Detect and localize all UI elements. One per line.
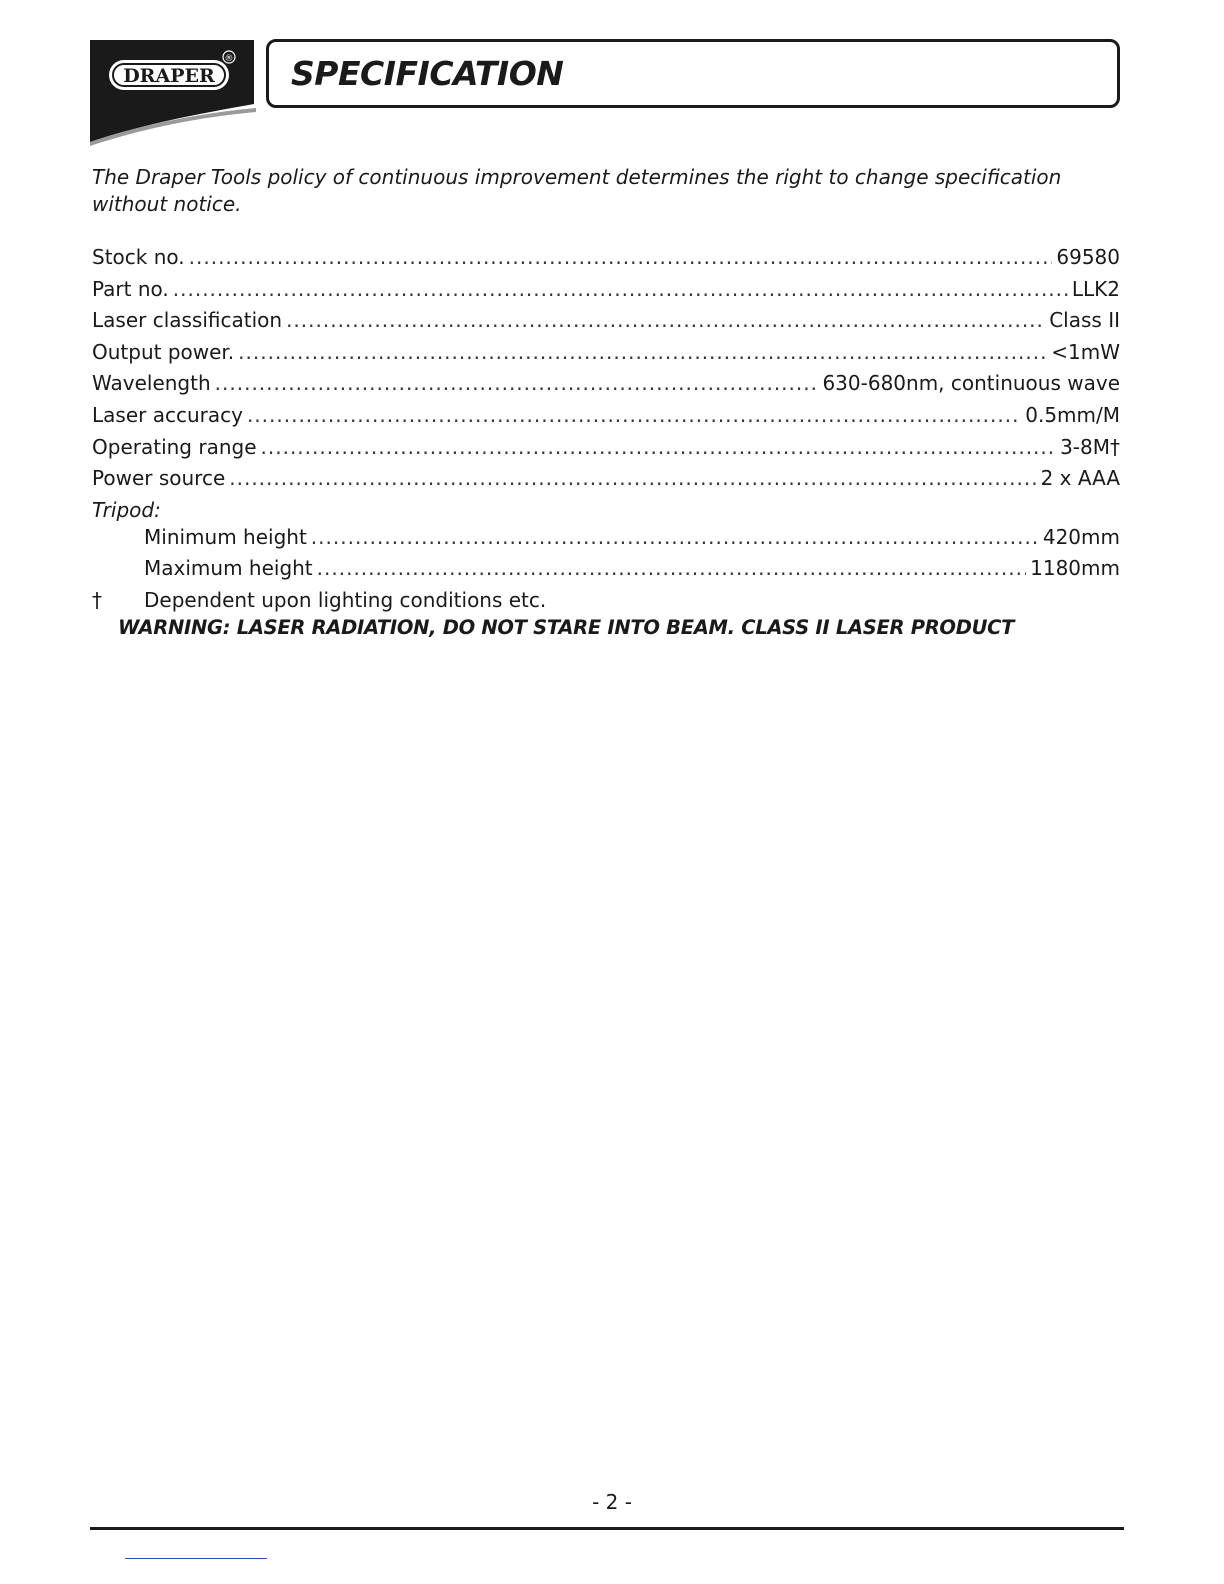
dot-leader — [238, 337, 1047, 369]
spec-label: Operating range — [92, 434, 257, 459]
spec-value: <1mW — [1051, 339, 1120, 364]
dot-leader — [317, 553, 1026, 585]
dot-leader — [173, 274, 1068, 306]
dot-leader — [261, 432, 1057, 464]
tripod-heading: Tripod: — [92, 497, 161, 522]
spec-row-output-power — [92, 337, 1120, 369]
spec-value: 69580 — [1056, 245, 1120, 269]
spec-value: LLK2 — [1071, 276, 1120, 301]
spec-label: Part no. — [92, 276, 169, 301]
dot-leader — [247, 400, 1021, 432]
spec-row-operating-range — [92, 432, 1120, 464]
page-number: - 2 - — [592, 1490, 632, 1514]
spec-row-wavelength — [92, 368, 1120, 400]
footer-link-underline — [125, 1558, 267, 1559]
page-title: SPECIFICATION — [291, 54, 564, 93]
spec-row-stock-no — [92, 242, 1120, 274]
spec-label: Laser classification — [92, 308, 283, 333]
dot-leader — [215, 368, 819, 400]
footer-divider — [90, 1527, 1124, 1530]
spec-label: Minimum height — [144, 524, 307, 549]
spec-row-laser-accuracy — [92, 400, 1120, 432]
spec-row-part-no — [92, 274, 1120, 306]
dot-leader — [286, 305, 1045, 337]
spec-row-laser-classification — [92, 305, 1120, 337]
spec-row-minimum-height — [92, 522, 1120, 554]
spec-value: Class II — [1049, 308, 1120, 333]
spec-label: Stock no. — [92, 245, 185, 269]
dot-leader — [311, 522, 1039, 554]
spec-label: Maximum height — [144, 556, 313, 581]
footnote-mark: † — [92, 587, 102, 612]
spec-value: 0.5mm/M — [1025, 402, 1120, 427]
footnote — [92, 585, 1120, 617]
spec-label: Power source — [92, 466, 226, 491]
spec-value: 2 x AAA — [1040, 466, 1120, 491]
spec-label: Wavelength — [92, 371, 211, 396]
spec-row-power-source — [92, 463, 1120, 495]
spec-label: Output power. — [92, 339, 235, 364]
footnote-text: Dependent upon lighting conditions etc. — [144, 587, 547, 612]
spec-label: Laser accuracy — [92, 402, 243, 427]
spec-row-maximum-height — [92, 553, 1120, 585]
spec-value: 630-680nm, continuous wave — [822, 371, 1120, 396]
spec-value: 420mm — [1042, 524, 1120, 549]
spec-value: 3-8M† — [1060, 434, 1120, 459]
title-box — [266, 39, 1120, 108]
draper-logo-block — [90, 40, 256, 146]
spec-value: 1180mm — [1030, 556, 1120, 581]
laser-warning: WARNING: LASER RADIATION, DO NOT STARE INTO BEAM. CLASS II LASER PRODUCT — [118, 616, 1015, 639]
dot-leader — [229, 463, 1036, 495]
registered-mark: ® — [224, 54, 234, 64]
draper-logo-icon — [90, 40, 256, 146]
dot-leader — [189, 242, 1053, 274]
spec-list — [92, 242, 1120, 617]
intro-paragraph: The Draper Tools policy of continuous improvement determines the right to change specification without notice. — [92, 165, 1062, 216]
brand-name: DRAPER — [123, 65, 215, 87]
